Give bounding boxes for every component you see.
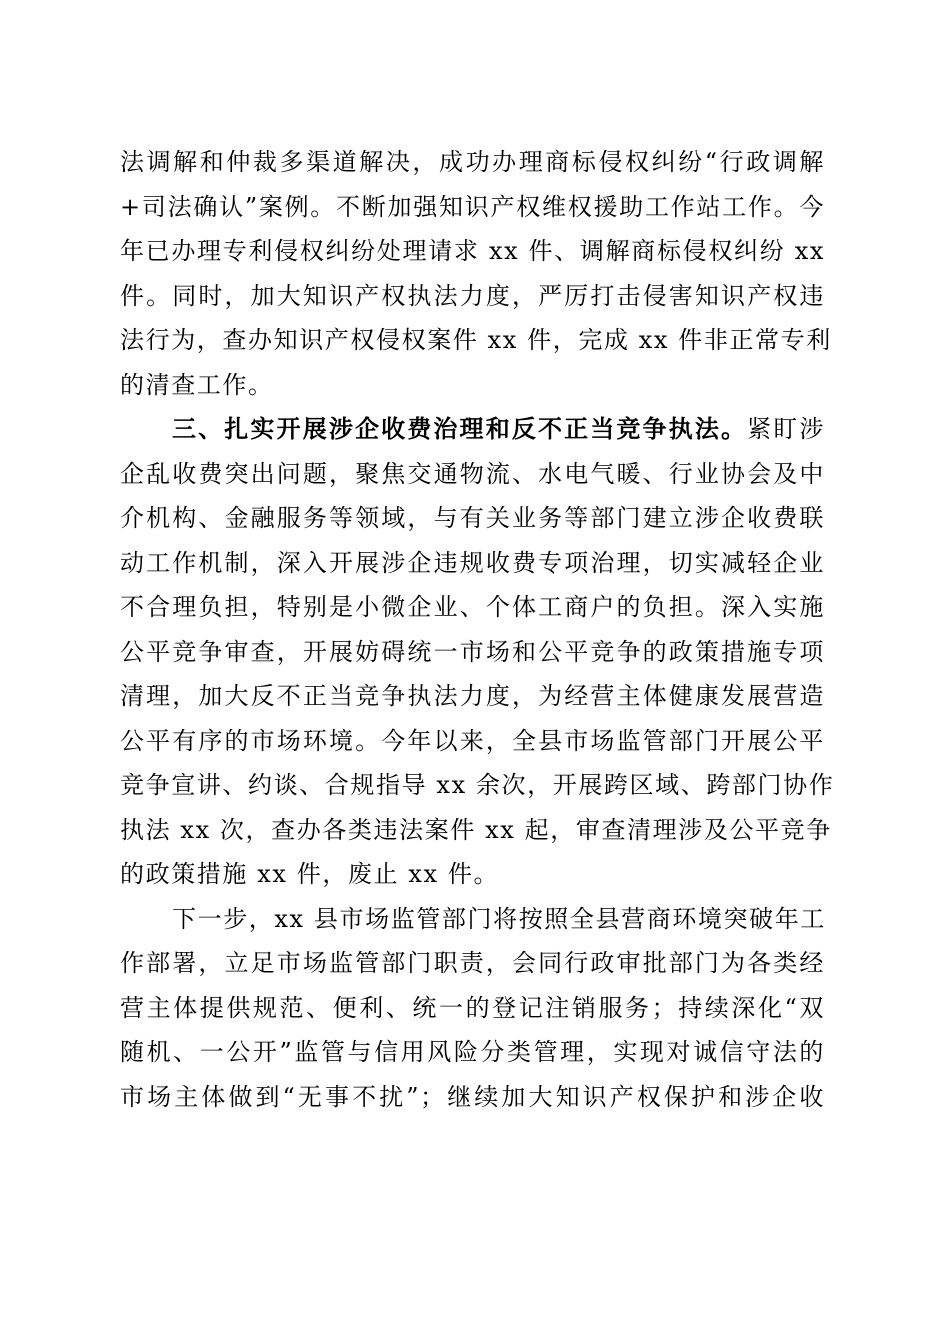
text-line: 的政策措施 xx 件，废止 xx 件。 <box>120 860 500 888</box>
text-line: 不合理负担，特别是小微企业、个体工商户的负担。深入实施 <box>120 593 825 621</box>
paragraph-ip-protection <box>120 140 832 407</box>
text-line: 法调解和仲裁多渠道解决，成功办理商标侵权纠纷“行政调解 <box>120 148 825 176</box>
paragraph-next-steps <box>120 897 825 1120</box>
text-line: 年已办理专利侵权纠纷处理请求 xx 件、调解商标侵权纠纷 xx <box>120 237 825 265</box>
text-line: 法行为，查办知识产权侵权案件 xx 件，完成 xx 件非正常专利 <box>120 326 832 354</box>
text-line: 公平竞争审查，开展妨碍统一市场和公平竞争的政策措施专项 <box>120 637 825 666</box>
text-line: 动工作机制，深入开展涉企违规收费专项治理，切实减轻企业 <box>120 548 825 577</box>
text-line: 执法 xx 次，查办各类违法案件 xx 起，审查清理涉及公平竞争 <box>120 815 832 844</box>
text-line: 件。同时，加大知识产权执法力度，严厉打击侵害知识产权违 <box>120 281 825 310</box>
text-line: 清理，加大反不正当竞争执法力度，为经营主体健康发展营造 <box>120 682 825 710</box>
text-line: 公平有序的市场环境。今年以来，全县市场监管部门开展公平 <box>120 726 825 755</box>
text-line: 随机、一公开”监管与信用风险分类管理，实现对诚信守法的 <box>120 1038 825 1066</box>
text-line: 营主体提供规范、便利、统一的登记注销服务；持续深化“双 <box>120 993 825 1022</box>
text-line: 企乱收费突出问题，聚焦交通物流、水电气暖、行业协会及中 <box>120 459 825 488</box>
text-line: 市场主体做到“无事不扰”；继续加大知识产权保护和涉企收 <box>120 1082 825 1111</box>
text-line: 的清查工作。 <box>120 370 274 399</box>
text-line: 作部署，立足市场监管部门职责，会同行政审批部门为各类经 <box>120 949 825 977</box>
paragraph-fee-governance <box>120 407 835 897</box>
text-line: +司法确认”案例。不断加强知识产权维权援助工作站工作。今 <box>120 192 825 221</box>
text-line-first <box>120 407 825 452</box>
first-line-rest: 紧盯涉 <box>747 415 825 443</box>
document-body <box>120 140 835 1119</box>
text-line-first: 下一步，xx 县市场监管部门将按照全县营商环境突破年工 <box>172 904 826 933</box>
text-line: 介机构、金融服务等领域，与有关业务等部门建立涉企收费联 <box>120 504 825 532</box>
section-heading: 三、扎实开展涉企收费治理和反不正当竞争执法。 <box>172 415 748 443</box>
text-line: 竞争宣讲、约谈、合规指导 xx 余次，开展跨区域、跨部门协作 <box>120 771 835 799</box>
